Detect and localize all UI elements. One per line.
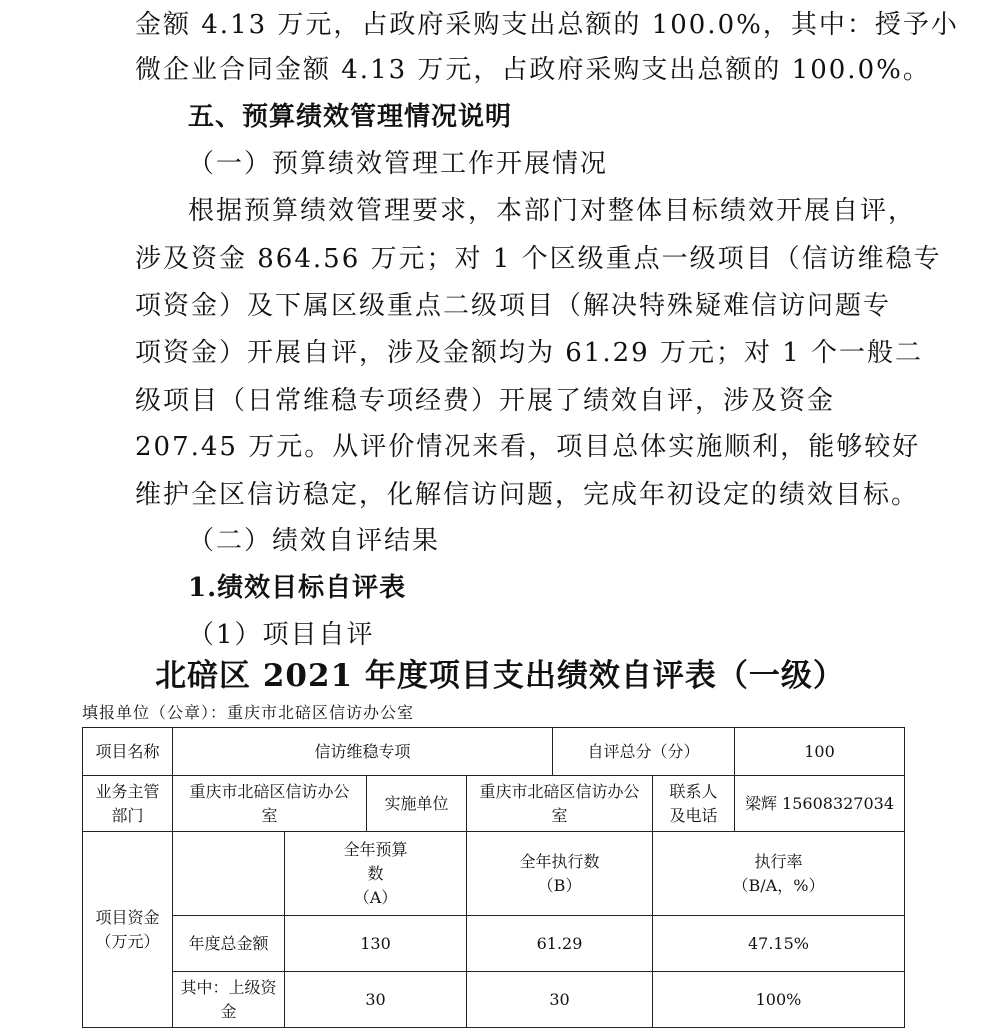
dept-value-line2: 室 <box>261 805 278 825</box>
budget-header-line3: （A） <box>353 887 398 907</box>
fund-label-line2: （万元） <box>95 931 160 951</box>
row-label-line1: 其中：上级资 <box>180 977 277 997</box>
text-line: 金额 4.13 万元，占政府采购支出总额的 100.0%，其中：授予小 <box>135 10 959 40</box>
text-line: 项资金）开展自评，涉及金额均为 61.29 万元；对 1 个一般二 <box>135 338 924 368</box>
contact-value: 梁辉 15608327034 <box>735 776 905 832</box>
text-line: 根据预算绩效管理要求，本部门对整体目标绩效开展自评， <box>188 196 917 226</box>
row-label: 年度总金额 <box>173 916 285 972</box>
contact-label-line2: 及电话 <box>669 805 718 825</box>
table-row <box>83 916 905 972</box>
text-line: 维护全区信访稳定，化解信访问题，完成年初设定的绩效目标。 <box>135 480 920 510</box>
row-label-line2: 金 <box>220 1001 237 1021</box>
contact-label <box>653 776 735 832</box>
item-heading: 1.绩效目标自评表 <box>188 573 407 603</box>
exec-header-line2: （B） <box>537 875 582 895</box>
text-line: 微企业合同金额 4.13 万元，占政府采购支出总额的 100.0%。 <box>135 55 931 85</box>
row-label <box>173 972 285 1028</box>
item-subheading: （1）项目自评 <box>188 620 375 650</box>
performance-table <box>82 727 905 1028</box>
rate-header-line2: （B/A，%） <box>732 875 825 895</box>
project-name-value: 信访维稳专项 <box>173 728 553 776</box>
exec-header-line1: 全年执行数 <box>519 851 600 871</box>
exec-header <box>467 832 653 916</box>
text-line: 207.45 万元。从评价情况来看，项目总体实施顺利，能够较好 <box>135 432 921 462</box>
row-exec: 61.29 <box>467 916 653 972</box>
text-line: 涉及资金 864.56 万元；对 1 个区级重点一级项目（信访维稳专 <box>135 244 942 274</box>
dept-label <box>83 776 173 832</box>
rate-header <box>653 832 905 916</box>
budget-header-line1: 全年预算 <box>343 839 408 859</box>
table-row <box>83 776 905 832</box>
dept-label-line1: 业务主管 <box>95 781 160 801</box>
fund-label <box>83 832 173 1028</box>
dept-value-line1: 重庆市北碚区信访办公 <box>189 781 350 801</box>
impl-value <box>467 776 653 832</box>
budget-header-line2: 数 <box>367 863 384 883</box>
subsection-heading: （一）预算绩效管理工作开展情况 <box>188 149 609 179</box>
impl-value-line2: 室 <box>551 805 568 825</box>
fill-unit-label: 填报单位（公章）：重庆市北碚区信访办公室 <box>82 703 415 722</box>
row-rate: 100% <box>653 972 905 1028</box>
budget-header <box>285 832 467 916</box>
row-budget: 130 <box>285 916 467 972</box>
row-budget: 30 <box>285 972 467 1028</box>
fund-header-blank <box>173 832 285 916</box>
dept-label-line2: 部门 <box>111 805 144 825</box>
rate-header-line1: 执行率 <box>754 851 803 871</box>
impl-label: 实施单位 <box>367 776 467 832</box>
contact-label-line1: 联系人 <box>669 781 718 801</box>
table-title: 北碚区 2021 年度项目支出绩效自评表（一级） <box>155 658 845 694</box>
row-rate: 47.15% <box>653 916 905 972</box>
table-row <box>83 728 905 776</box>
section-heading: 五、预算绩效管理情况说明 <box>188 102 513 132</box>
score-value: 100 <box>735 728 905 776</box>
dept-value <box>173 776 367 832</box>
fund-label-line1: 项目资金 <box>95 907 160 927</box>
score-label: 自评总分（分） <box>553 728 735 776</box>
impl-value-line1: 重庆市北碚区信访办公 <box>479 781 640 801</box>
subsection-heading: （二）绩效自评结果 <box>188 526 441 556</box>
table-row <box>83 972 905 1028</box>
table-row <box>83 832 905 916</box>
project-name-label: 项目名称 <box>83 728 173 776</box>
text-line: 级项目（日常维稳专项经费）开展了绩效自评，涉及资金 <box>135 386 836 416</box>
text-line: 项资金）及下属区级重点二级项目（解决特殊疑难信访问题专 <box>135 291 892 321</box>
row-exec: 30 <box>467 972 653 1028</box>
